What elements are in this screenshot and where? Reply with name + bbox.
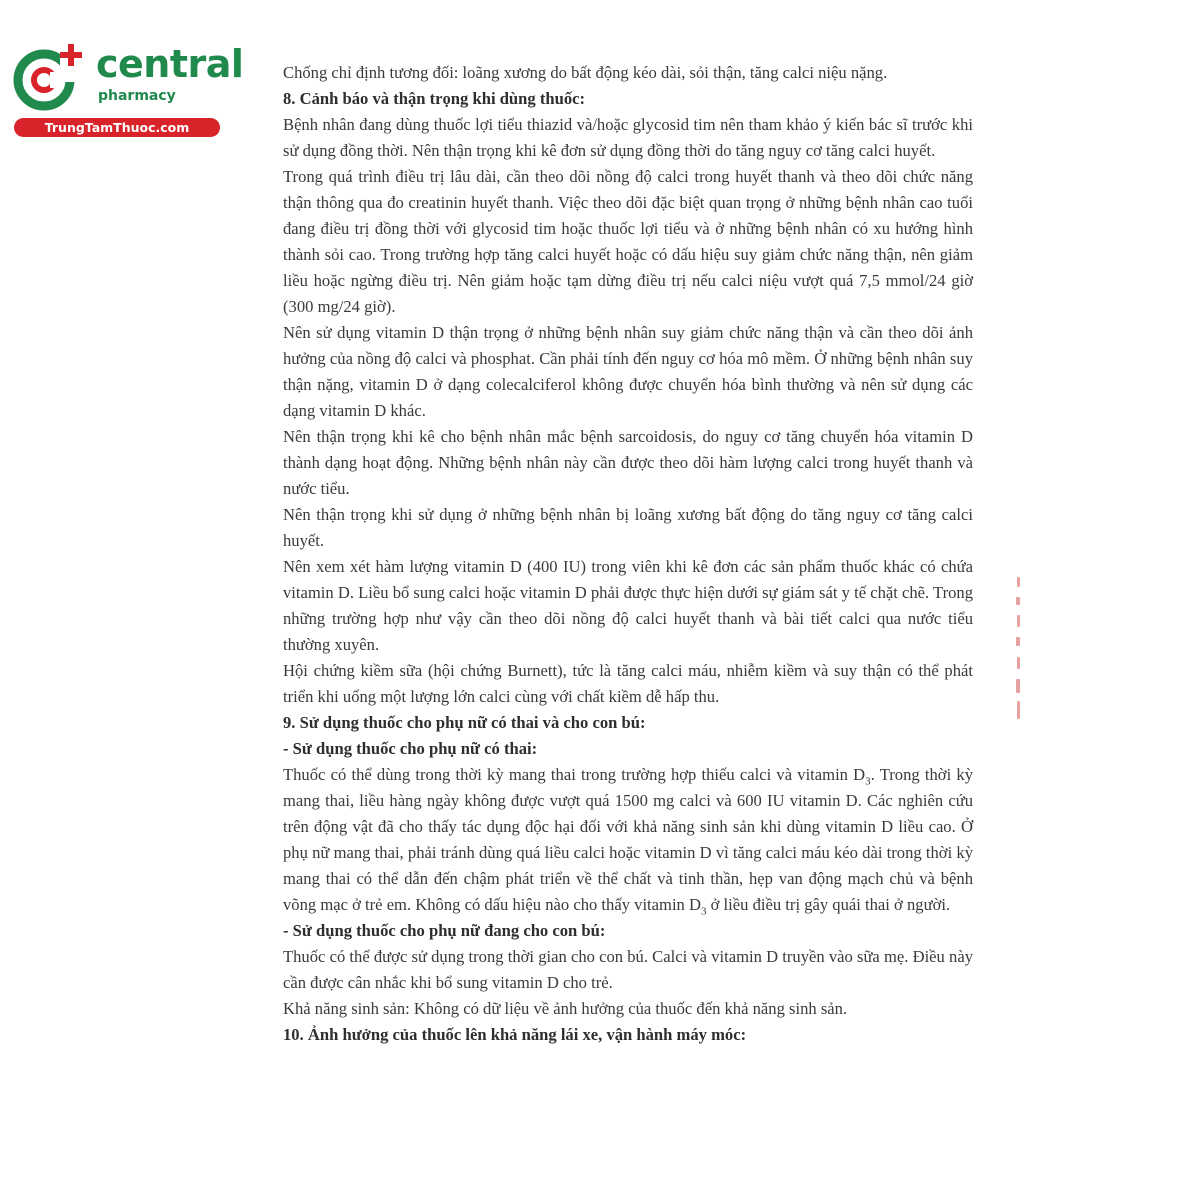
paragraph-renal-impairment: Nên sử dụng vitamin D thận trọng ở những bệnh nhân suy giảm chức năng thận và cần theo dõi ảnh hưởng của nồng độ calci và phosphat. Cần phải tính đến nguy cơ hóa mô mềm. Ở những bệnh nhân suy thận nặng, vitamin D ở dạng colecalciferol không được chuyển hóa bình thường và nên sử dụng các dạng vitamin D khác. — [283, 323, 973, 420]
logo-name: central — [96, 42, 244, 86]
leaflet-text — [283, 60, 973, 1048]
paragraph-immobilised-osteoporosis: Nên thận trọng khi sử dụng ở những bệnh nhân bị loãng xương bất động do tăng nguy cơ tăng calci huyết. — [283, 505, 973, 550]
logo-url: TrungTamThuoc.com — [14, 118, 220, 137]
vitamin-d3-subscript: 3 — [865, 775, 871, 788]
paragraph-sarcoidosis: Nên thận trọng khi kê cho bệnh nhân mắc bệnh sarcoidosis, do nguy cơ tăng chuyển hóa vitamin D thành dạng hoạt động. Những bệnh nhân này cần được theo dõi hàm lượng calci trong huyết thanh và nước tiểu. — [283, 427, 973, 498]
pregnancy-text-part-2: . Trong thời kỳ mang thai, liều hàng ngày không được vượt quá 1500 mg calci và 600 IU vitamin D. Các nghiên cứu trên động vật đã cho thấy tác dụng độc hại đối với khả năng sinh sản khi dùng vitamin D liều cao. Ở phụ nữ mang thai, phải tránh dùng quá liều calci hoặc vitamin D vì tăng calci máu kéo dài trong thời kỳ mang thai có thể dẫn đến chậm phát triển về thể chất và tinh thần, hẹp van động mạch chủ và bệnh võng mạc ở trẻ em. Không có dấu hiệu nào cho thấy vitamin D — [283, 765, 973, 914]
heading-breastfeeding: - Sử dụng thuốc cho phụ nữ đang cho con bú: — [283, 921, 606, 940]
central-pharmacy-logo-mark-icon — [10, 38, 88, 116]
vitamin-d3-subscript: 3 — [700, 905, 707, 918]
paragraph-long-term-monitoring: Trong quá trình điều trị lâu dài, cần theo dõi nồng độ calci trong huyết thanh và theo dõi chức năng thận thông qua đo creatinin huyết thanh. Việc theo dõi đặc biệt quan trọng ở những bệnh nhân cao tuổi đang điều trị đồng thời với glycosid tim hoặc thuốc lợi tiểu và ở những bệnh nhân có xu hướng hình thành sỏi cao. Trong trường hợp tăng calci huyết hoặc có dấu hiệu suy giảm chức năng thận, nên giảm liều hoặc ngừng điều trị. Nên giảm hoặc tạm dừng điều trị nếu calci niệu vượt quá 7,5 mmol/24 giờ (300 mg/24 giờ). — [283, 167, 973, 316]
paragraph-pregnancy — [283, 762, 973, 918]
margin-stamp-mark — [1010, 575, 1028, 725]
paragraph-vitamin-d-content: Nên xem xét hàm lượng vitamin D (400 IU) trong viên khi kê đơn các sản phẩm thuốc khác có chứa vitamin D. Liều bổ sung calci hoặc vitamin D phải được thực hiện dưới sự giám sát y tế chặt chẽ. Trong những trường hợp như vậy cần theo dõi nồng độ calci huyết thanh và bài tiết calci qua nước tiểu thường xuyên. — [283, 557, 973, 654]
paragraph-milk-alkali-syndrome: Hội chứng kiềm sữa (hội chứng Burnett), tức là tăng calci máu, nhiễm kiềm và suy thận có thể phát triển khi uống một lượng lớn calci cùng với chất kiềm dễ hấp thu. — [283, 661, 973, 706]
logo-subname: pharmacy — [98, 88, 176, 104]
paragraph-thiazid-glycosid: Bệnh nhân đang dùng thuốc lợi tiểu thiazid và/hoặc glycosid tim nên tham khảo ý kiến bác sĩ trước khi sử dụng đồng thời. Nên thận trọng khi kê đơn sử dụng đồng thời do tăng nguy cơ tăng calci huyết. — [283, 115, 973, 160]
heading-section-10: 10. Ảnh hưởng của thuốc lên khả năng lái xe, vận hành máy móc: — [283, 1025, 747, 1044]
heading-section-9: 9. Sử dụng thuốc cho phụ nữ có thai và cho con bú: — [283, 713, 646, 732]
pregnancy-text-part-3: ở liều điều trị gây quái thai ở người. — [706, 895, 951, 914]
paragraph-fertility: Khả năng sinh sản: Không có dữ liệu về ảnh hưởng của thuốc đến khả năng sinh sản. — [283, 999, 848, 1018]
paragraph-relative-contraindications: Chống chỉ định tương đối: loãng xương do bất động kéo dài, sỏi thận, tăng calci niệu nặng. — [283, 63, 888, 82]
heading-pregnancy: - Sử dụng thuốc cho phụ nữ có thai: — [283, 739, 538, 758]
pregnancy-text-part-1: Thuốc có thể dùng trong thời kỳ mang thai trong trường hợp thiếu calci và vitamin D — [283, 765, 866, 784]
heading-section-8: 8. Cảnh báo và thận trọng khi dùng thuốc: — [283, 89, 586, 108]
paragraph-breastfeeding: Thuốc có thể được sử dụng trong thời gian cho con bú. Calci và vitamin D truyền vào sữa mẹ. Điều này cần được cân nhắc khi bổ sung vitamin D cho trẻ. — [283, 947, 973, 992]
central-pharmacy-logo — [10, 38, 244, 138]
